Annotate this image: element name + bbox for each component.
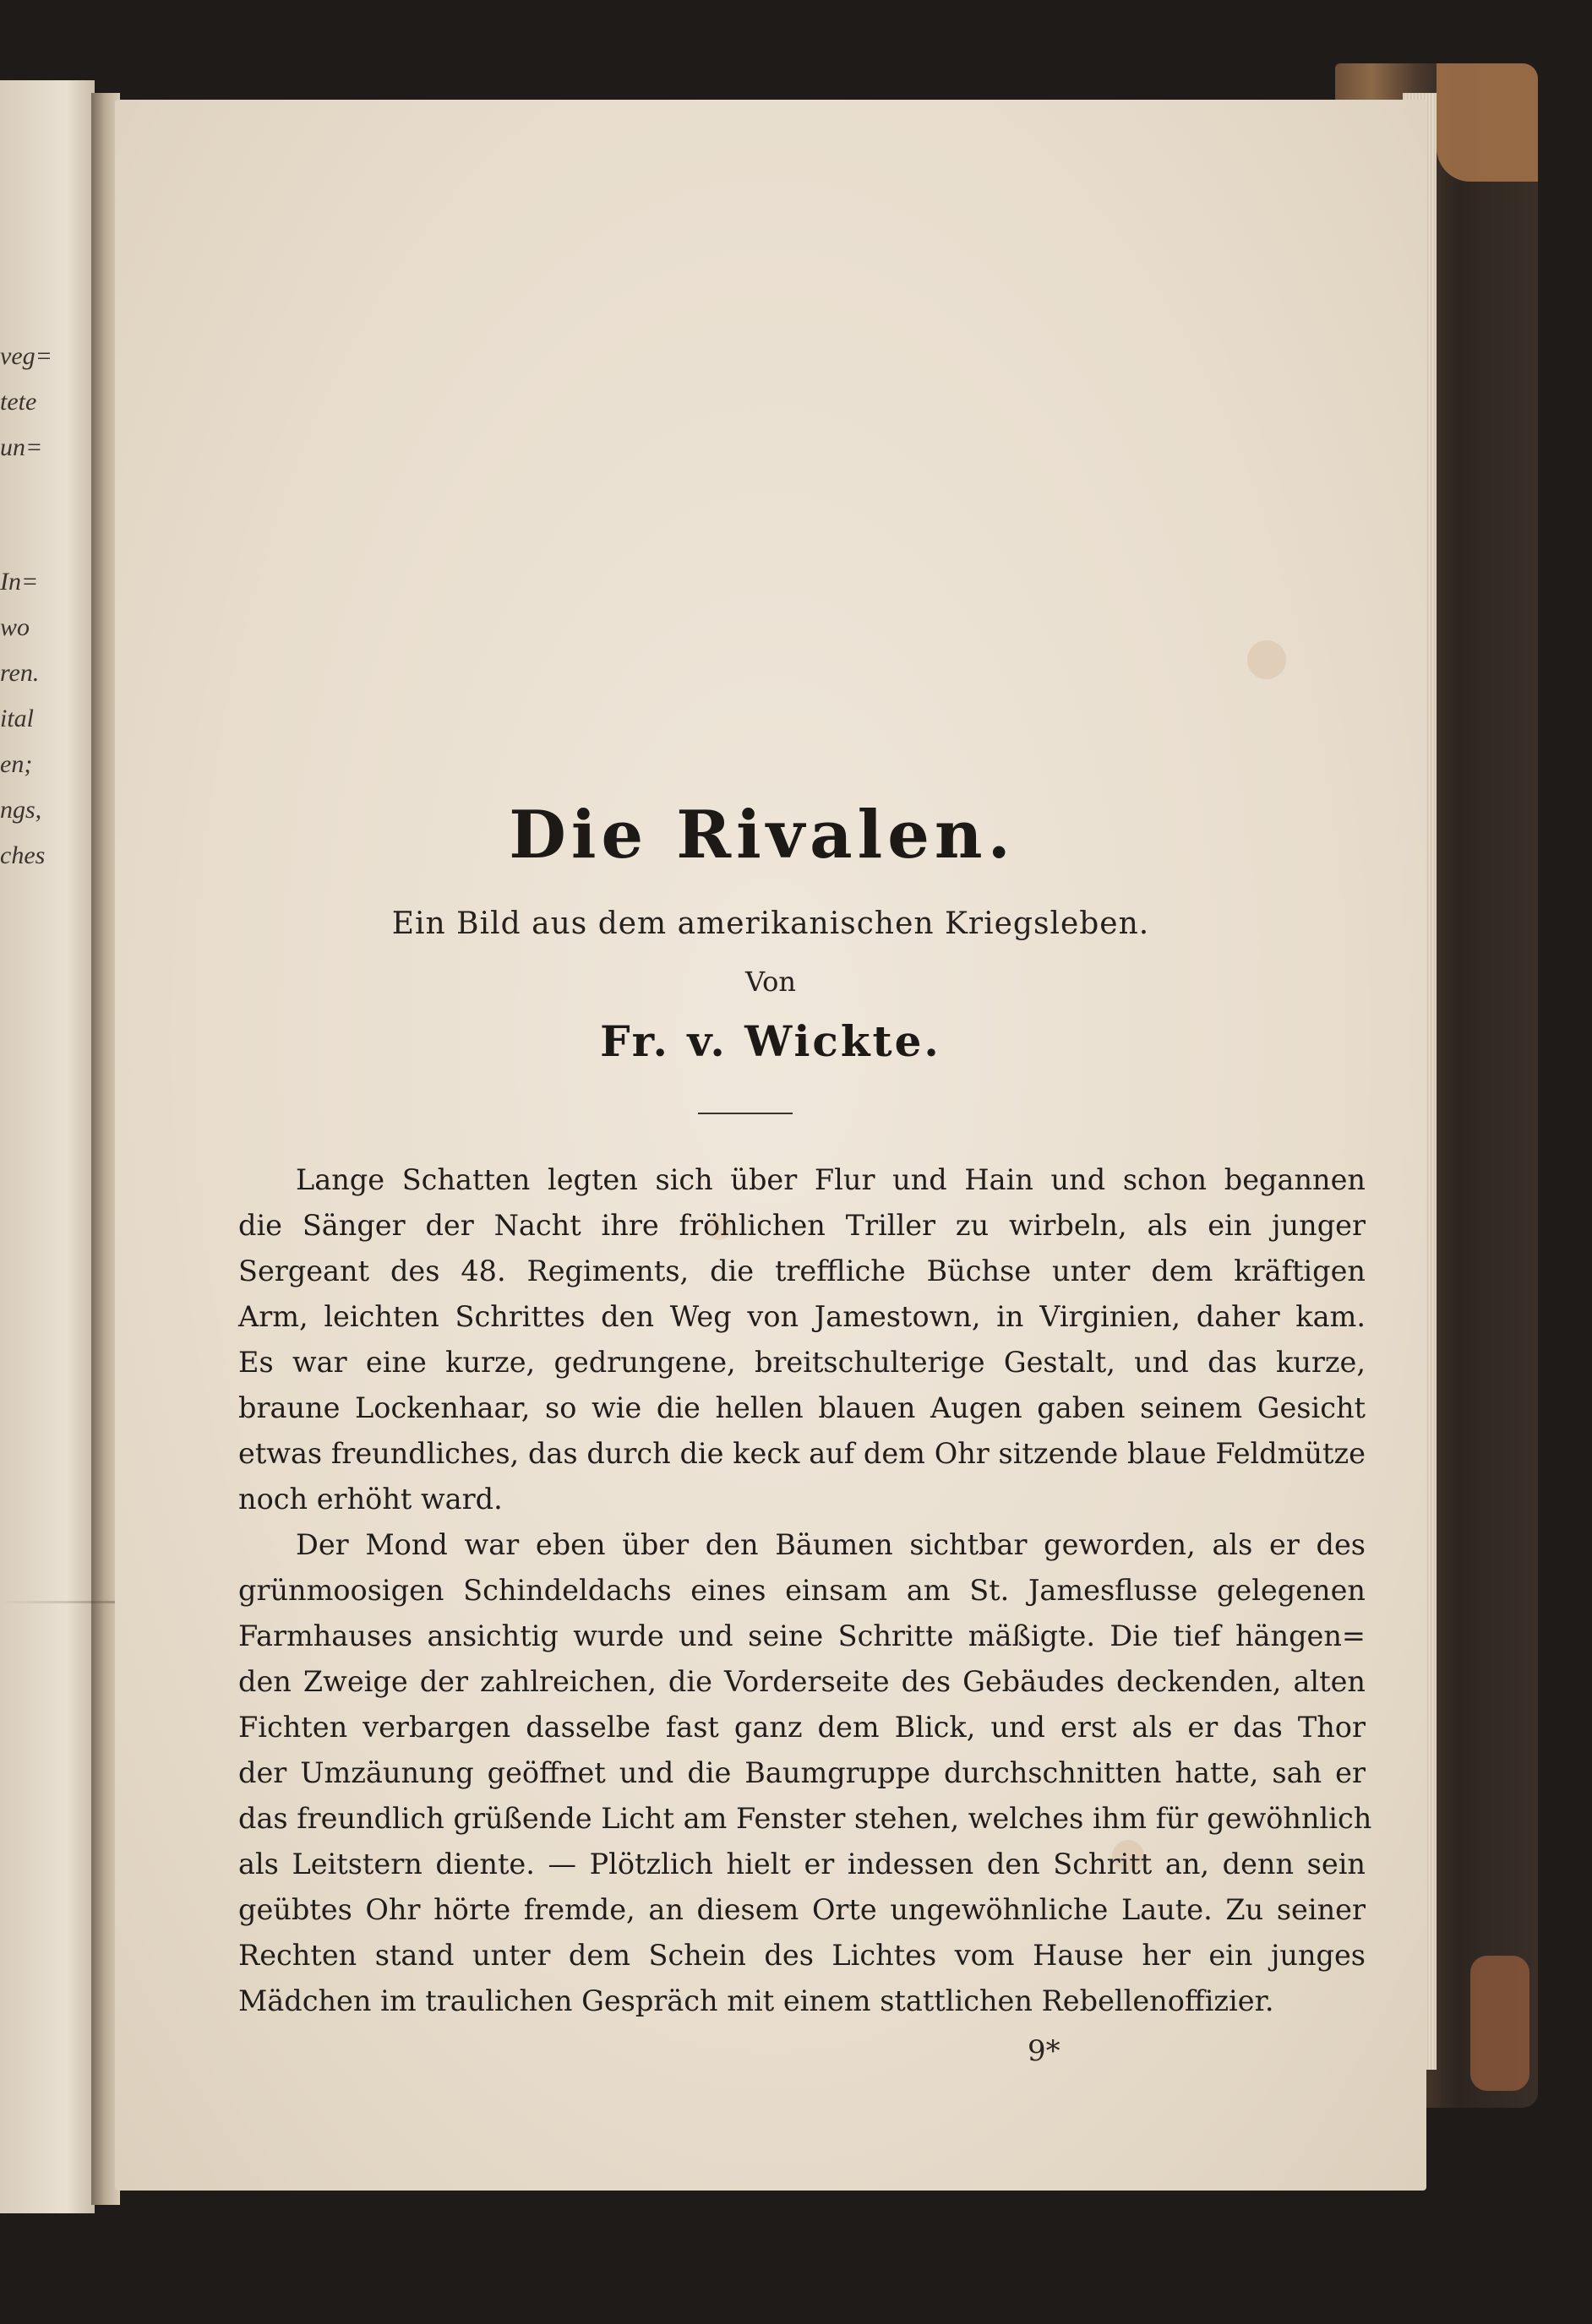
left-fragment: en; — [0, 750, 33, 778]
paragraph — [238, 1157, 1366, 1522]
text-line: als Leitstern diente. — Plötzlich hielt er indessen den Schritt an, denn sein — [238, 1848, 1366, 1880]
text-line: Der Mond war eben über den Bäumen sichtbar geworden, als er des — [296, 1528, 1366, 1561]
byline-prefix: Von — [744, 966, 797, 998]
text-line: noch erhöht ward. — [238, 1483, 503, 1516]
chapter-subtitle: Ein Bild aus dem amerikanischen Kriegsleben. — [391, 906, 1150, 941]
text-line: das freundlich grüßende Licht am Fenster stehen, welches ihm für gewöhnlich — [238, 1802, 1372, 1835]
text-line: Sergeant des 48. Regiments, die treffliche Büchse unter dem kräftigen — [238, 1255, 1366, 1287]
left-fragment: wo — [0, 613, 30, 641]
foxing-spot — [1247, 640, 1286, 679]
text-line: Farmhauses ansichtig wurde und seine Schritte mäßigte. Die tief hängen= — [238, 1619, 1366, 1652]
text-line: etwas freundliches, das durch die keck auf dem Ohr sitzende blaue Feldmütze — [238, 1437, 1366, 1470]
left-page-text-fragments — [0, 334, 51, 879]
left-fragment: tete — [0, 388, 37, 416]
left-fragment: ren. — [0, 659, 40, 687]
left-fragment: In= — [0, 568, 39, 596]
title-divider — [698, 1113, 793, 1114]
left-fragment: ital — [0, 705, 35, 732]
author-name: Fr. v. Wickte. — [600, 1016, 941, 1066]
text-line: Lange Schatten legten sich über Flur und Hain und schon begannen — [296, 1163, 1366, 1196]
text-line: geübtes Ohr hörte fremde, an diesem Orte ungewöhnliche Laute. Zu seiner — [238, 1893, 1366, 1926]
left-fragment: un= — [0, 433, 43, 461]
worn-cover-corner-bottom — [1470, 1956, 1529, 2091]
chapter-title: Die Rivalen. — [509, 797, 1016, 874]
text-line: Mädchen im traulichen Gespräch mit einem stattlichen Rebellenoffizier. — [238, 1984, 1274, 2017]
body-text — [238, 1157, 1372, 2024]
right-page — [115, 100, 1426, 2191]
text-line: Es war eine kurze, gedrungene, breitschulterige Gestalt, und das kurze, — [238, 1346, 1366, 1379]
text-line: Rechten stand unter dem Schein des Lichtes vom Hause her ein junges — [238, 1939, 1366, 1972]
text-line: den Zweige der zahlreichen, die Vorderseite des Gebäudes deckenden, alten — [238, 1665, 1366, 1698]
signature-mark: 9* — [1028, 2034, 1060, 2068]
left-fragment: ngs, — [0, 796, 42, 824]
worn-cover-corner-top — [1437, 63, 1538, 182]
left-fragment: veg= — [0, 342, 52, 370]
text-line: der Umzäunung geöffnet und die Baumgruppe durchschnitten hatte, sah er — [238, 1756, 1366, 1789]
text-line: Fichten verbargen dasselbe fast ganz dem Blick, und erst als er das Thor — [238, 1711, 1366, 1744]
left-fragment: ches — [0, 841, 46, 869]
text-line: die Sänger der Nacht ihre fröhlichen Triller zu wirbeln, als ein junger — [238, 1209, 1366, 1242]
paragraph — [238, 1522, 1372, 2024]
text-line: grünmoosigen Schindeldachs eines einsam am St. Jamesflusse gelegenen — [238, 1574, 1366, 1607]
text-line: braune Lockenhaar, so wie die hellen blauen Augen gaben seinem Gesicht — [238, 1391, 1366, 1424]
text-line: Arm, leichten Schrittes den Weg von Jamestown, in Virginien, daher kam. — [238, 1300, 1366, 1333]
